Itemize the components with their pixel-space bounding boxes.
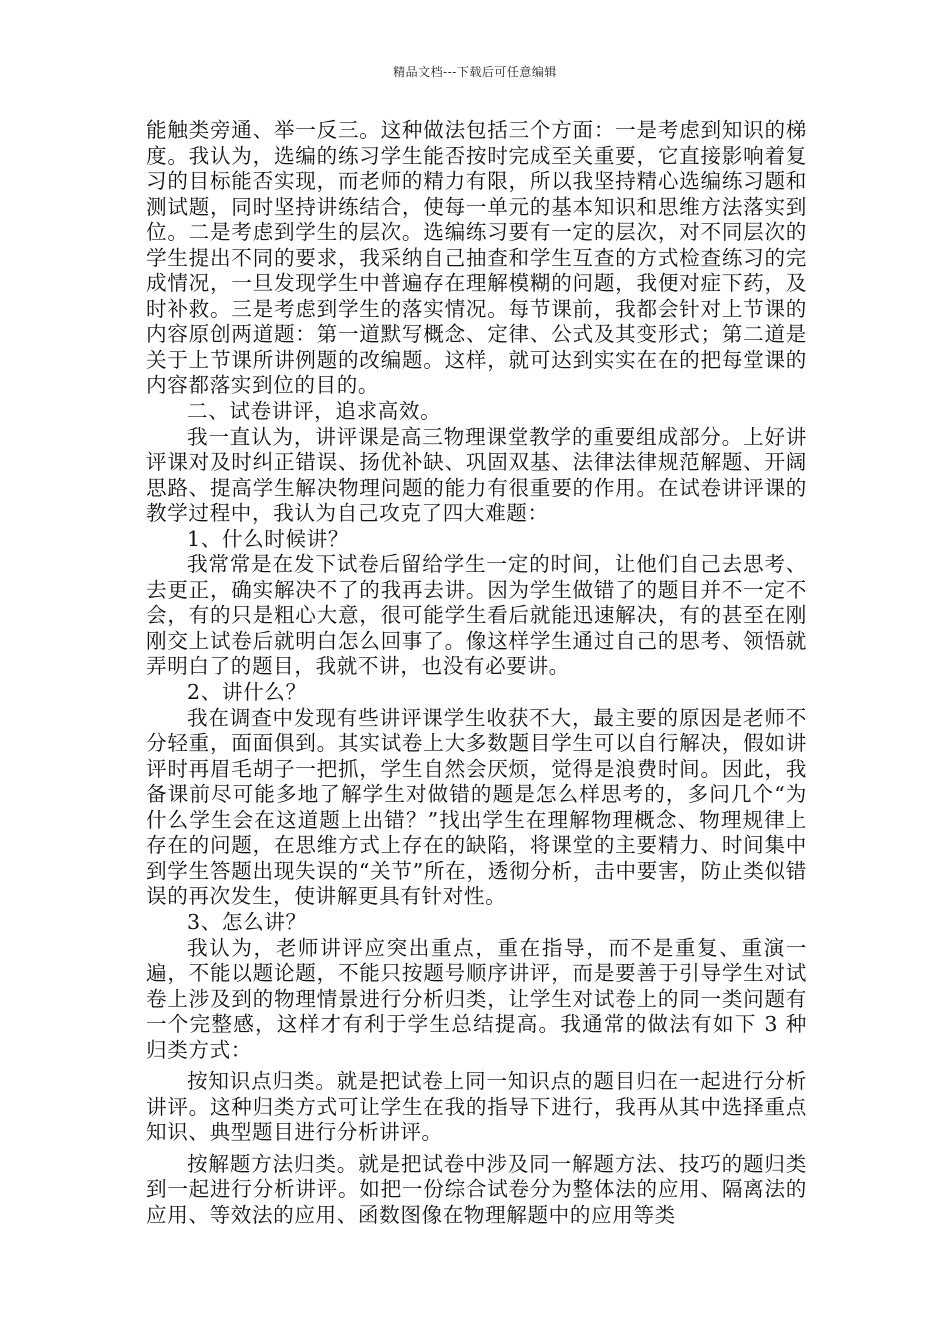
- subsection-heading: 3、怎么讲？: [187, 909, 307, 934]
- paragraph: 我一直认为，讲评课是高三物理课堂教学的重要组成部分。上好讲评课对及时纠正错误、扬优补缺、巩固双基、法律法律规范解题、开阔思路、提高学生解决物理问题的能力有很重要的作用。在试卷讲评课的教学过程中，我认为自己攻克了四大难题：: [146, 424, 807, 526]
- paragraph: 我在调查中发现有些讲评课学生收获不大，最主要的原因是老师不分轻重，面面俱到。其实试卷上大多数题目学生可以自行解决，假如讲评时再眉毛胡子一把抓，学生自然会厌烦，觉得是浪费时间。因此，我备课前尽可能多地了解学生对做错的题是怎么样思考的，多问几个“为什么学生会在这道题上出错？”找出学生在理解物理概念、物理规律上存在的问题，在思维方式上存在的缺陷，将课堂的主要精力、时间集中到学生答题出现失误的“关节”所在，透彻分析，击中要害，防止类似错误的再次发生，使讲解更具有针对性。: [146, 705, 807, 909]
- running-header: 精品文档---下载后可任意编辑: [393, 65, 557, 79]
- paragraph: 能触类旁通、举一反三。这种做法包括三个方面：一是考虑到知识的梯度。我认为，选编的练习学生能否按时完成至关重要，它直接影响着复习的目标能否实现，而老师的精力有限，所以我坚持精心选编练习题和测试题，同时坚持讲练结合，使每一单元的基本知识和思维方法落实到位。二是考虑到学生的层次。选编练习要有一定的层次，对不同层次的学生提出不同的要求，我采纳自己抽查和学生互查的方式检查练习的完成情况，一旦发现学生中普遍存在理解模糊的问题，我便对症下药，及时补救。三是考虑到学生的落实情况。每节课前，我都会针对上节课的内容原创两道题：第一道默写概念、定律、公式及其变形式；第二道是关于上节课所讲例题的改编题。这样，就可达到实实在在的把每堂课的内容都落实到位的目的。: [146, 118, 807, 398]
- paragraph: 我认为，老师讲评应突出重点，重在指导，而不是重复、重演一遍，不能以题论题，不能只按题号顺序讲评，而是要善于引导学生对试卷上涉及到的物理情景进行分析归类，让学生对试卷上的同一类问题有一个完整感，这样才有利于学生总结提高。我通常的做法有如下 3 种归类方式：: [146, 935, 807, 1062]
- subsection-heading: 2、讲什么？: [187, 680, 307, 705]
- paragraph: 按解题方法归类。就是把试卷中涉及同一解题方法、技巧的题归类到一起进行分析讲评。如把一份综合试卷分为整体法的应用、隔离法的应用、等效法的应用、函数图像在物理解题中的应用等类: [146, 1151, 807, 1227]
- subsection-heading: 1、什么时候讲？: [187, 526, 350, 551]
- section-heading: 二、试卷讲评，追求高效。: [187, 399, 442, 424]
- document-body: [146, 118, 807, 1229]
- paragraph: 按知识点归类。就是把试卷上同一知识点的题目归在一起进行分析讲评。这种归类方式可让学生在我的指导下进行，我再从其中选择重点知识、典型题目进行分析讲评。: [146, 1069, 807, 1145]
- paragraph: 我常常是在发下试卷后留给学生一定的时间，让他们自己去思考、去更正，确实解决不了的我再去讲。因为学生做错了的题目并不一定不会，有的只是粗心大意，很可能学生看后就能迅速解决，有的甚至在刚刚交上试卷后就明白怎么回事了。像这样学生通过自己的思考、领悟就弄明白了的题目，我就不讲，也没有必要讲。: [146, 552, 807, 679]
